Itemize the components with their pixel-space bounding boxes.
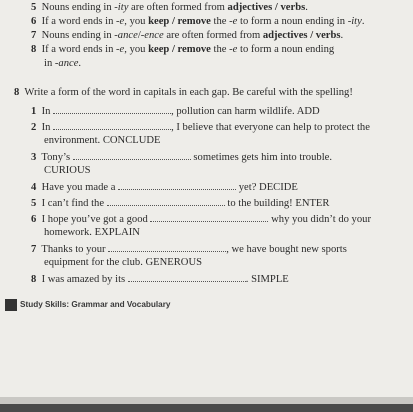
answer-blank[interactable] xyxy=(150,212,268,222)
rule-5: 5 Nouns ending in -ity are often formed from adjectives / verbs. xyxy=(31,2,308,13)
answer-blank[interactable] xyxy=(107,196,225,206)
exercise-item-1: 1 In , pollution can harm wildlife. ADD xyxy=(31,106,320,117)
rule-6: 6 If a word ends in -e, you keep / remove the -e to form a noun ending in -ity. xyxy=(31,16,365,27)
answer-blank[interactable] xyxy=(108,242,226,252)
exercise-instruction: 8 Write a form of the word in capitals in each gap. Be careful with the spelling! xyxy=(14,87,353,98)
answer-blank[interactable] xyxy=(73,150,191,160)
footer-square-icon xyxy=(5,299,17,311)
page-footer: Study Skills: Grammar and Vocabulary xyxy=(5,298,170,311)
exercise-item-7-continued: equipment for the club. GENEROUS xyxy=(44,257,202,268)
answer-blank[interactable] xyxy=(118,180,236,190)
exercise-item-8: 8 I was amazed by its . SIMPLE xyxy=(31,274,289,285)
exercise-item-5: 5 I can’t find the to the building! ENTER xyxy=(31,198,330,209)
rule-8: 8 If a word ends in -e, you keep / remove the -e to form a noun ending xyxy=(31,44,335,55)
exercise-item-6: 6 I hope you’ve got a good why you didn’t do your xyxy=(31,214,371,225)
rule-7: 7 Nouns ending in -ance/-ence are often formed from adjectives / verbs. xyxy=(31,30,344,41)
answer-blank[interactable] xyxy=(53,104,171,114)
answer-blank[interactable] xyxy=(53,120,171,130)
exercise-item-2-continued: environment. CONCLUDE xyxy=(44,135,161,146)
exercise-item-3-continued: CURIOUS xyxy=(44,165,91,176)
exercise-item-7: 7 Thanks to your , we have bought new sports xyxy=(31,244,347,255)
page-edge-shadow xyxy=(0,404,413,412)
exercise-item-3: 3 Tony’s sometimes gets him into trouble. xyxy=(31,152,332,163)
exercise-item-2: 2 In , I believe that everyone can help to protect the xyxy=(31,122,370,133)
exercise-item-6-continued: homework. EXPLAIN xyxy=(44,227,140,238)
rule-8-continued: in -ance. xyxy=(44,58,82,69)
answer-blank[interactable] xyxy=(128,272,246,282)
exercise-item-4: 4 Have you made a yet? DECIDE xyxy=(31,182,298,193)
